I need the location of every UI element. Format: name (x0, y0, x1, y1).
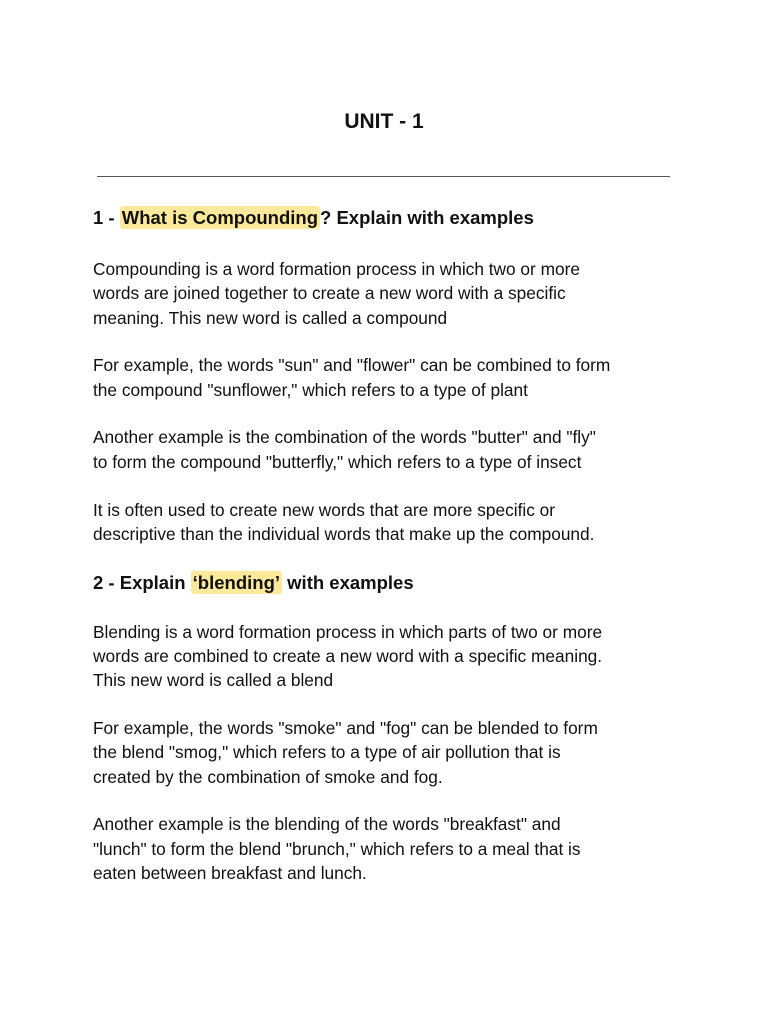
text-line: This new word is called a blend (93, 670, 334, 691)
question-1-number: 1 - (93, 207, 120, 228)
unit-title: UNIT - 1 (344, 110, 424, 133)
question-1-highlight: What is Compounding (121, 207, 319, 228)
paragraph (93, 620, 693, 693)
question-2-highlight: ‘blending’ (192, 571, 281, 593)
paragraph (93, 425, 693, 474)
text-line: the blend "smog," which refers to a type of air pollution that is (93, 742, 561, 763)
text-line: words are combined to create a new word with a specific meaning. (93, 645, 603, 666)
text-line: Compounding is a word formation process in which two or more (93, 259, 580, 279)
paragraph (93, 716, 693, 789)
question-1-rest: ? Explain with examples (320, 207, 534, 228)
text-line: Another example is the blending of the words "breakfast" and (93, 814, 561, 835)
text-line: For example, the words "smoke" and "fog" can be blended to form (93, 718, 598, 739)
text-line: "lunch" to form the blend "brunch," which refers to a meal that is (93, 838, 581, 859)
paragraph (93, 498, 693, 547)
text-line: Another example is the combination of the words "butter" and "fly" (93, 427, 596, 448)
question-2-heading (93, 570, 693, 596)
text-line: the compound "sunflower," which refers to a type of plant (93, 379, 528, 400)
text-line: meaning. This new word is called a compound (93, 307, 448, 328)
paragraph (93, 353, 693, 402)
text-line: words are joined together to create a new word with a specific (93, 283, 566, 304)
question-2-rest: with examples (282, 571, 414, 593)
text-line: created by the combination of smoke and fog. (93, 766, 443, 787)
paragraph (93, 257, 693, 330)
text-line: descriptive than the individual words that make up the compound. (93, 523, 595, 544)
text-line: to form the compound "butterfly," which refers to a type of insect (93, 451, 582, 472)
question-2-number: 2 - Explain (93, 571, 191, 593)
text-line: It is often used to create new words that are more specific or (93, 499, 556, 520)
title-divider (97, 176, 670, 177)
question-1-heading (93, 205, 693, 231)
paragraph (93, 812, 693, 885)
text-line: eaten between breakfast and lunch. (93, 863, 367, 884)
question-1-answer (93, 257, 693, 546)
document-body (93, 205, 693, 909)
text-line: Blending is a word formation process in which parts of two or more (93, 621, 603, 642)
text-line: For example, the words "sun" and "flower" can be combined to form (93, 355, 611, 376)
question-2-answer (93, 620, 693, 886)
